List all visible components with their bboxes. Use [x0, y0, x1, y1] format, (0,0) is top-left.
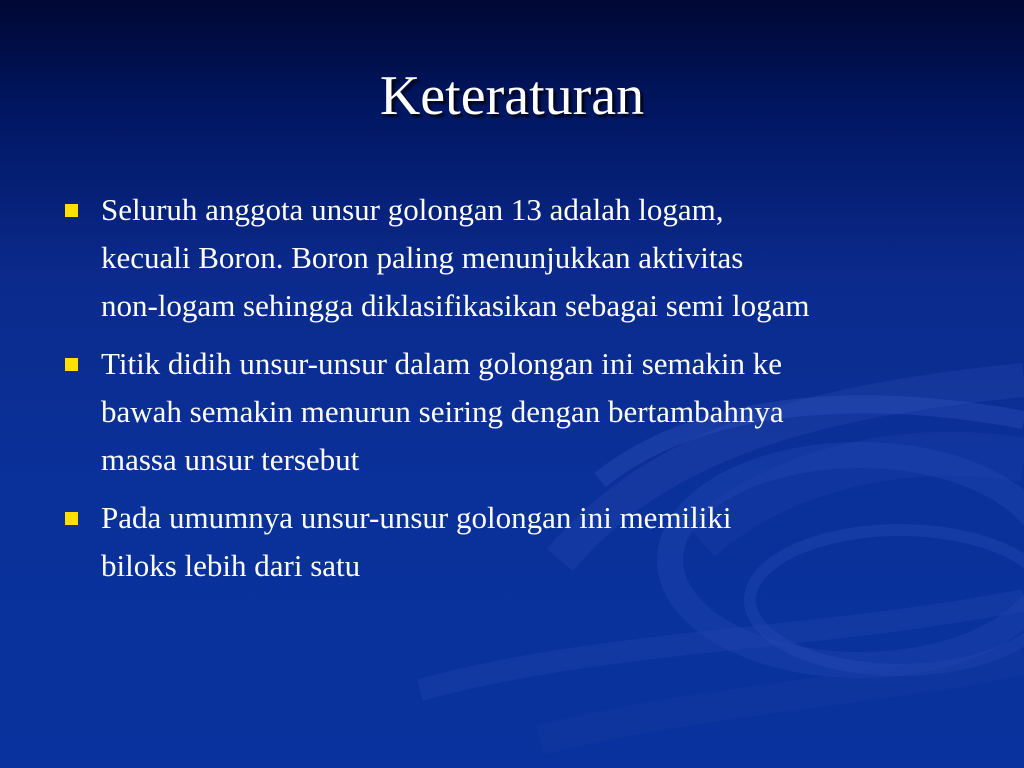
- square-bullet-icon: [65, 512, 78, 525]
- square-bullet-icon: [65, 358, 78, 371]
- bullet-item-boiling-point: [60, 340, 980, 484]
- bullet-line: biloks lebih dari satu: [101, 548, 361, 583]
- bullet-line: massa unsur tersebut: [101, 442, 360, 477]
- bullet-line: bawah semakin menurun seiring dengan bertambahnya: [101, 394, 784, 429]
- bullet-line: Seluruh anggota unsur golongan 13 adalah logam,: [101, 192, 724, 227]
- slide-title: Keteraturan: [379, 65, 645, 127]
- bullet-line: Pada umumnya unsur-unsur golongan ini memiliki: [101, 500, 732, 535]
- bullet-line: Titik didih unsur-unsur dalam golongan ini semakin ke: [101, 346, 783, 381]
- square-bullet-icon: [65, 204, 78, 217]
- bullet-item-oxidation-state: [60, 494, 980, 590]
- bullet-line: non-logam sehingga diklasifikasikan sebagai semi logam: [101, 288, 810, 323]
- bullet-line: kecuali Boron. Boron paling menunjukkan aktivitas: [101, 240, 744, 275]
- bullet-item-boron: [60, 186, 980, 330]
- bullet-list: [60, 186, 980, 600]
